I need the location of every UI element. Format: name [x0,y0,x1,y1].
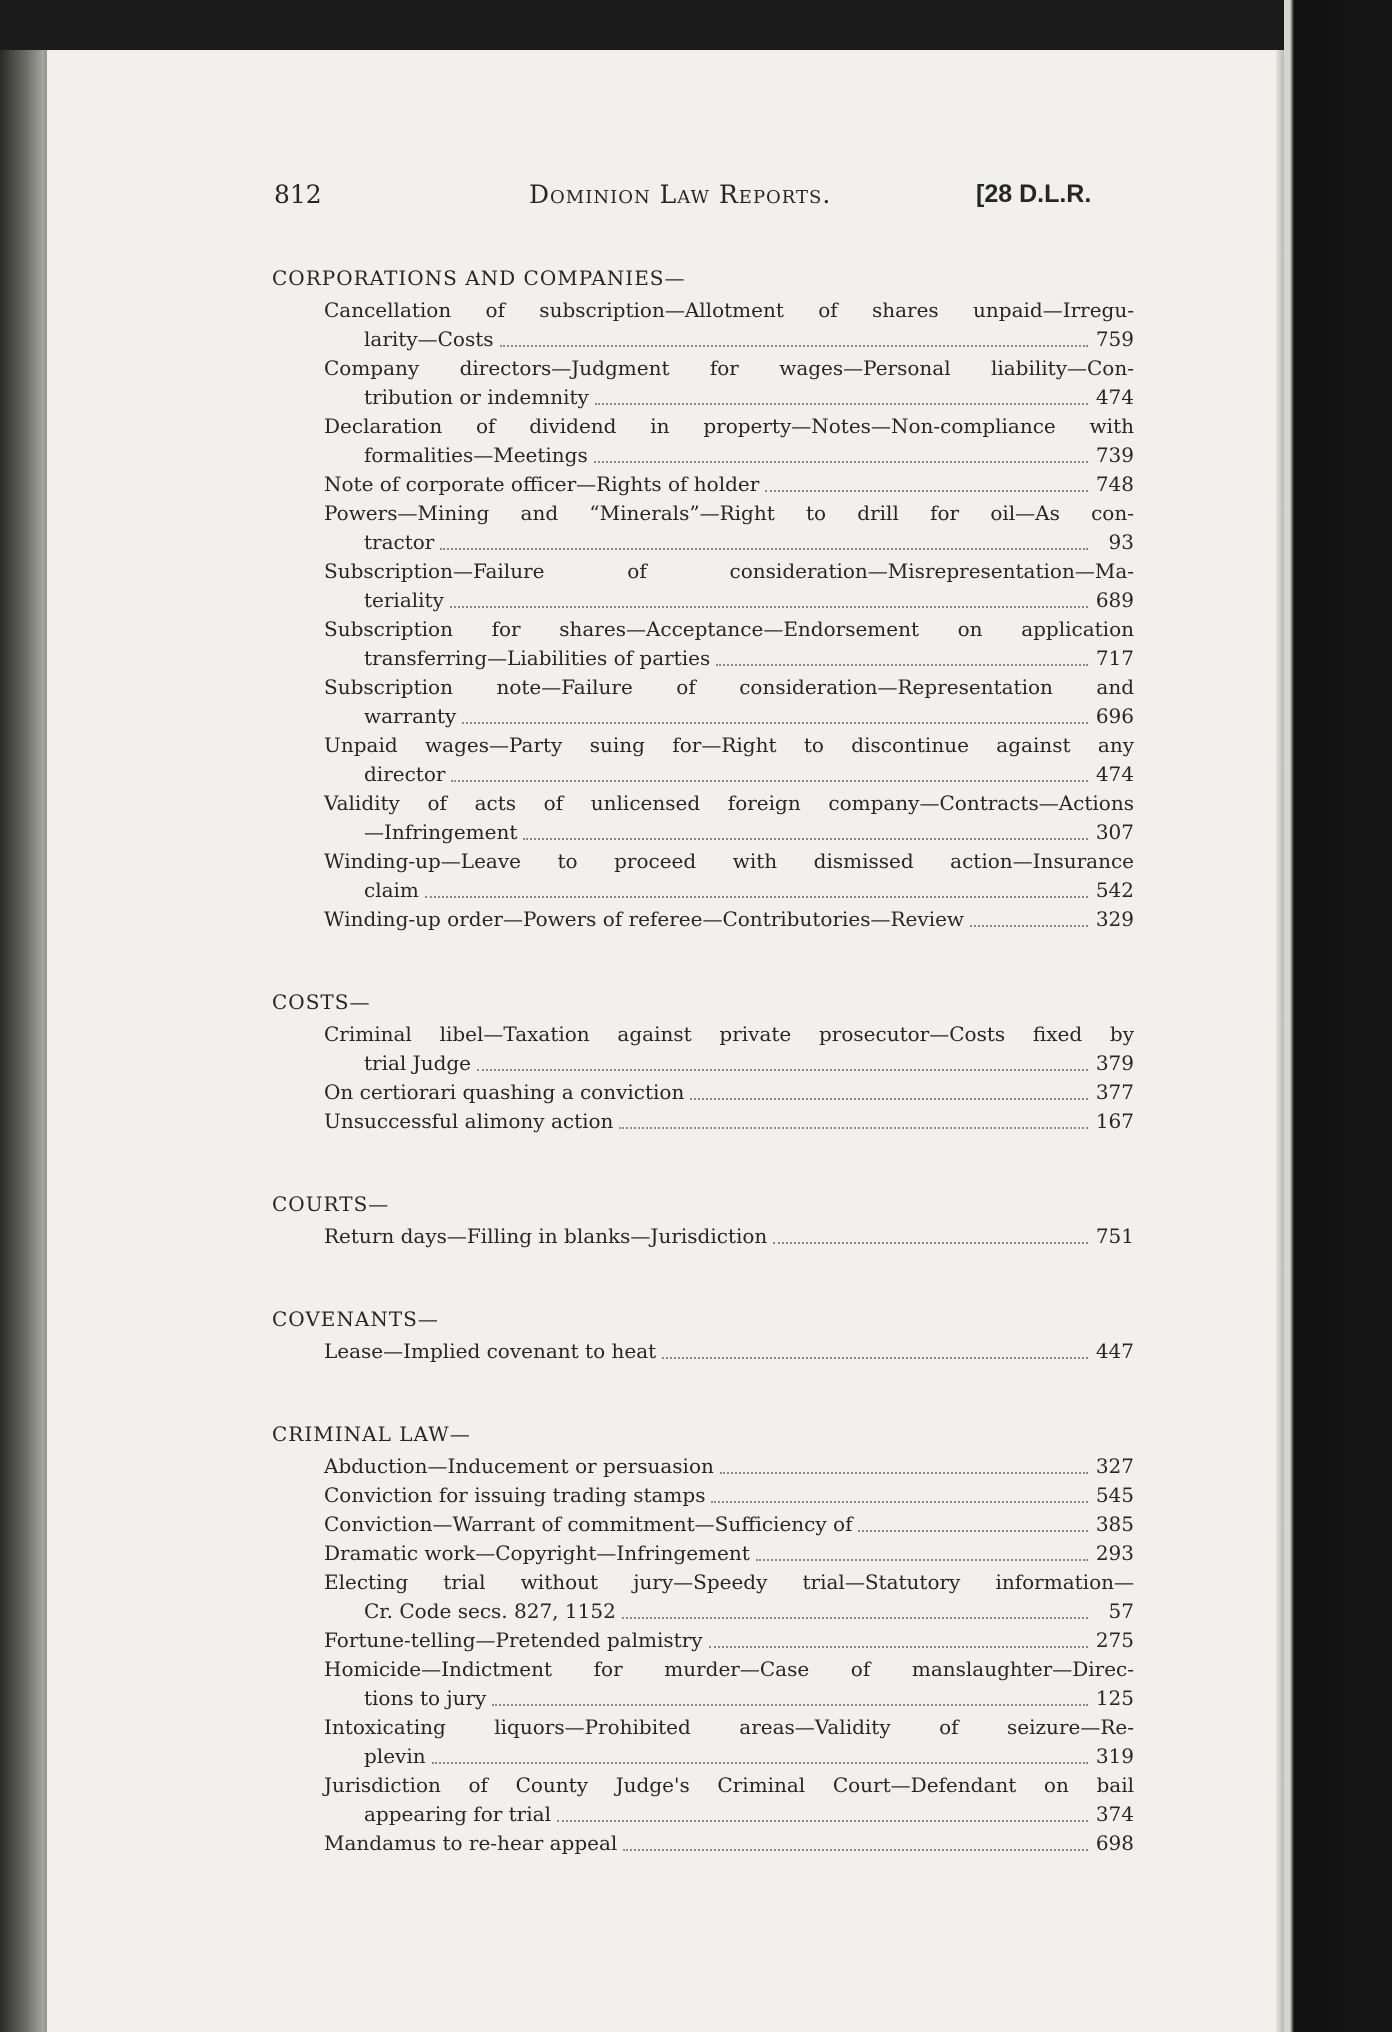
entry-text-line: Criminal libel—Taxation against private prosecutor—Costs fixed by [324,1022,1134,1046]
entry-text: Conviction—Warrant of commitment—Sufficiency of [324,1512,853,1536]
index-entry [324,1655,1134,1713]
entry-text-line: Subscription—Failure of consideration—Misrepresentation—Ma- [324,559,1134,583]
dot-leader [622,1617,1088,1619]
page-reference: 167 [1095,1109,1134,1133]
entry-text: Note of corporate officer—Rights of holder [324,472,760,496]
dot-leader [440,548,1088,550]
entry-text-line: Homicide—Indictment for murder—Case of manslaughter—Direc- [324,1657,1134,1681]
index-section [224,1307,1134,1366]
entry-text-line: Unpaid wages—Party suing for—Right to discontinue against any [324,733,1134,757]
index-entry [324,1829,1134,1858]
entry-final-line [364,818,1134,847]
page-reference: 57 [1108,1599,1134,1623]
entry-final-line [364,383,1134,412]
volume-reference: [28 D.L.R. [976,180,1092,208]
running-head [224,180,1124,216]
dot-leader [709,1646,1088,1648]
dot-leader [450,606,1088,608]
dot-leader [523,838,1088,840]
page-reference: 275 [1095,1628,1134,1652]
page-reference: 739 [1095,443,1134,467]
entry-final-line [364,876,1134,905]
dot-leader [462,722,1088,724]
dot-leader [432,1762,1088,1764]
dot-leader [594,461,1088,463]
section-heading: COVENANTS— [272,1307,439,1331]
index-body [224,266,1134,1858]
entry-final-line [364,760,1134,789]
index-entry [324,1020,1134,1078]
entry-text: Conviction for issuing trading stamps [324,1483,706,1507]
index-entry [324,1078,1134,1107]
index-entry [324,731,1134,789]
entry-final-line [364,1049,1134,1078]
dot-leader [858,1530,1088,1532]
dot-leader [773,1242,1088,1244]
entry-final-line [324,905,1134,934]
entry-final-line [364,1597,1134,1626]
entry-text: plevin [364,1744,426,1768]
dot-leader [595,403,1088,405]
entry-final-line [364,1742,1134,1771]
entry-final-line [364,586,1134,615]
page-number: 812 [274,180,322,209]
section-heading: COURTS— [272,1192,390,1216]
dot-leader [451,780,1088,782]
entry-text: formalities—Meetings [364,443,588,467]
dot-leader [716,664,1088,666]
dot-leader [970,925,1088,927]
dot-leader [557,1820,1088,1822]
index-entry [324,1337,1134,1366]
entry-text: tribution or indemnity [364,385,589,409]
entry-final-line [324,1107,1134,1136]
entry-text: tractor [364,530,435,554]
page-reference: 447 [1095,1339,1134,1363]
entry-text: director [364,762,446,786]
entry-text: larity—Costs [364,327,494,351]
index-entry [324,847,1134,905]
entry-text: teriality [364,588,444,612]
index-entry [324,673,1134,731]
page-reference: 542 [1095,878,1134,902]
entry-text: Return days—Filling in blanks—Jurisdiction [324,1224,768,1248]
index-entry [324,1713,1134,1771]
entry-final-line [364,644,1134,673]
index-section [224,1192,1134,1251]
index-entry [324,499,1134,557]
entry-final-line [364,1684,1134,1713]
entry-text-line: Company directors—Judgment for wages—Personal liability—Con- [324,356,1134,380]
entry-text: appearing for trial [364,1802,551,1826]
index-entry [324,1568,1134,1626]
page-gutter [1276,50,1284,2032]
entry-final-line [324,1222,1134,1251]
index-entry [324,1626,1134,1655]
page-reference: 327 [1095,1454,1134,1478]
section-heading: CRIMINAL LAW— [272,1422,471,1446]
page-reference: 319 [1095,1744,1134,1768]
index-entry [324,470,1134,499]
entry-text: tions to jury [364,1686,487,1710]
page-reference: 125 [1095,1686,1134,1710]
dot-leader [756,1559,1088,1561]
dot-leader [720,1472,1088,1474]
page-reference: 689 [1095,588,1134,612]
dot-leader [425,896,1088,898]
index-entry [324,412,1134,470]
index-entry [324,557,1134,615]
index-entry [324,1771,1134,1829]
entry-text: Unsuccessful alimony action [324,1109,614,1133]
entry-text: On certiorari quashing a conviction [324,1080,685,1104]
index-entry [324,1452,1134,1481]
entry-text: Dramatic work—Copyright—Infringement [324,1541,750,1565]
entry-final-line [364,528,1134,557]
entry-final-line [324,1078,1134,1107]
dot-leader [662,1357,1088,1359]
index-entry [324,354,1134,412]
entry-text-line: Winding-up—Leave to proceed with dismissed action—Insurance [324,849,1134,873]
entry-final-line [324,1539,1134,1568]
page-reference: 385 [1095,1512,1134,1536]
page-reference: 474 [1095,762,1134,786]
entry-text: Abduction—Inducement or persuasion [324,1454,714,1478]
entry-text: claim [364,878,419,902]
page-reference: 717 [1095,646,1134,670]
entry-text-line: Electing trial without jury—Speedy trial—Statutory information— [324,1570,1134,1594]
page-content [224,180,1134,1914]
page-reference: 329 [1095,907,1134,931]
entry-text: Winding-up order—Powers of referee—Contributories—Review [324,907,965,931]
page-edge-left [0,50,44,2032]
page-edge-right [1284,0,1392,2032]
entry-text: Fortune-telling—Pretended palmistry [324,1628,703,1652]
index-section [224,990,1134,1136]
dot-leader [492,1704,1088,1706]
index-entry [324,1510,1134,1539]
index-entry [324,615,1134,673]
page-reference: 374 [1095,1802,1134,1826]
entry-final-line [324,1829,1134,1858]
dot-leader [690,1098,1088,1100]
entry-final-line [324,1510,1134,1539]
page-reference: 307 [1095,820,1134,844]
dot-leader [619,1127,1088,1129]
page-reference: 293 [1095,1541,1134,1565]
index-entry [324,1222,1134,1251]
entry-text: warranty [364,704,457,728]
index-section [224,266,1134,934]
entry-text-line: Cancellation of subscription—Allotment of shares unpaid—Irregu- [324,298,1134,322]
page-reference: 696 [1095,704,1134,728]
page-reference: 377 [1095,1080,1134,1104]
page-reference: 748 [1095,472,1134,496]
index-entry [324,1481,1134,1510]
dot-leader [623,1849,1088,1851]
entry-text: —Infringement [364,820,518,844]
entry-text-line: Validity of acts of unlicensed foreign company—Contracts—Actions [324,791,1134,815]
page-reference: 751 [1095,1224,1134,1248]
page-reference: 698 [1095,1831,1134,1855]
running-title: Dominion Law Reports. [529,180,832,209]
entry-text: Mandamus to re-hear appeal [324,1831,618,1855]
entry-text-line: Declaration of dividend in property—Notes—Non-compliance with [324,414,1134,438]
entry-final-line [364,441,1134,470]
entry-text: transferring—Liabilities of parties [364,646,711,670]
index-entry [324,1539,1134,1568]
entry-text-line: Subscription note—Failure of consideration—Representation and [324,675,1134,699]
entry-text-line: Subscription for shares—Acceptance—Endorsement on application [324,617,1134,641]
entry-text: Cr. Code secs. 827, 1152 [364,1599,616,1623]
section-heading: COSTS— [272,990,371,1014]
entry-final-line [324,1452,1134,1481]
dot-leader [500,345,1088,347]
entry-final-line [364,325,1134,354]
index-section [224,1422,1134,1858]
entry-final-line [324,1626,1134,1655]
index-entry [324,905,1134,934]
page-reference: 474 [1095,385,1134,409]
index-entry [324,789,1134,847]
dot-leader [711,1501,1088,1503]
page-reference: 93 [1108,530,1134,554]
index-entry [324,1107,1134,1136]
entry-final-line [324,470,1134,499]
page-reference: 759 [1095,327,1134,351]
entry-text-line: Intoxicating liquors—Prohibited areas—Validity of seizure—Re- [324,1715,1134,1739]
entry-text: Lease—Implied covenant to heat [324,1339,657,1363]
page-reference: 545 [1095,1483,1134,1507]
index-entry [324,296,1134,354]
entry-final-line [364,702,1134,731]
entry-final-line [324,1481,1134,1510]
page-reference: 379 [1095,1051,1134,1075]
section-heading: CORPORATIONS AND COMPANIES— [272,266,686,290]
entry-final-line [364,1800,1134,1829]
entry-text: trial Judge [364,1051,472,1075]
entry-text-line: Jurisdiction of County Judge's Criminal Court—Defendant on bail [324,1773,1134,1797]
dot-leader [477,1069,1088,1071]
entry-final-line [324,1337,1134,1366]
entry-text-line: Powers—Mining and “Minerals”—Right to drill for oil—As con- [324,501,1134,525]
dot-leader [765,490,1088,492]
